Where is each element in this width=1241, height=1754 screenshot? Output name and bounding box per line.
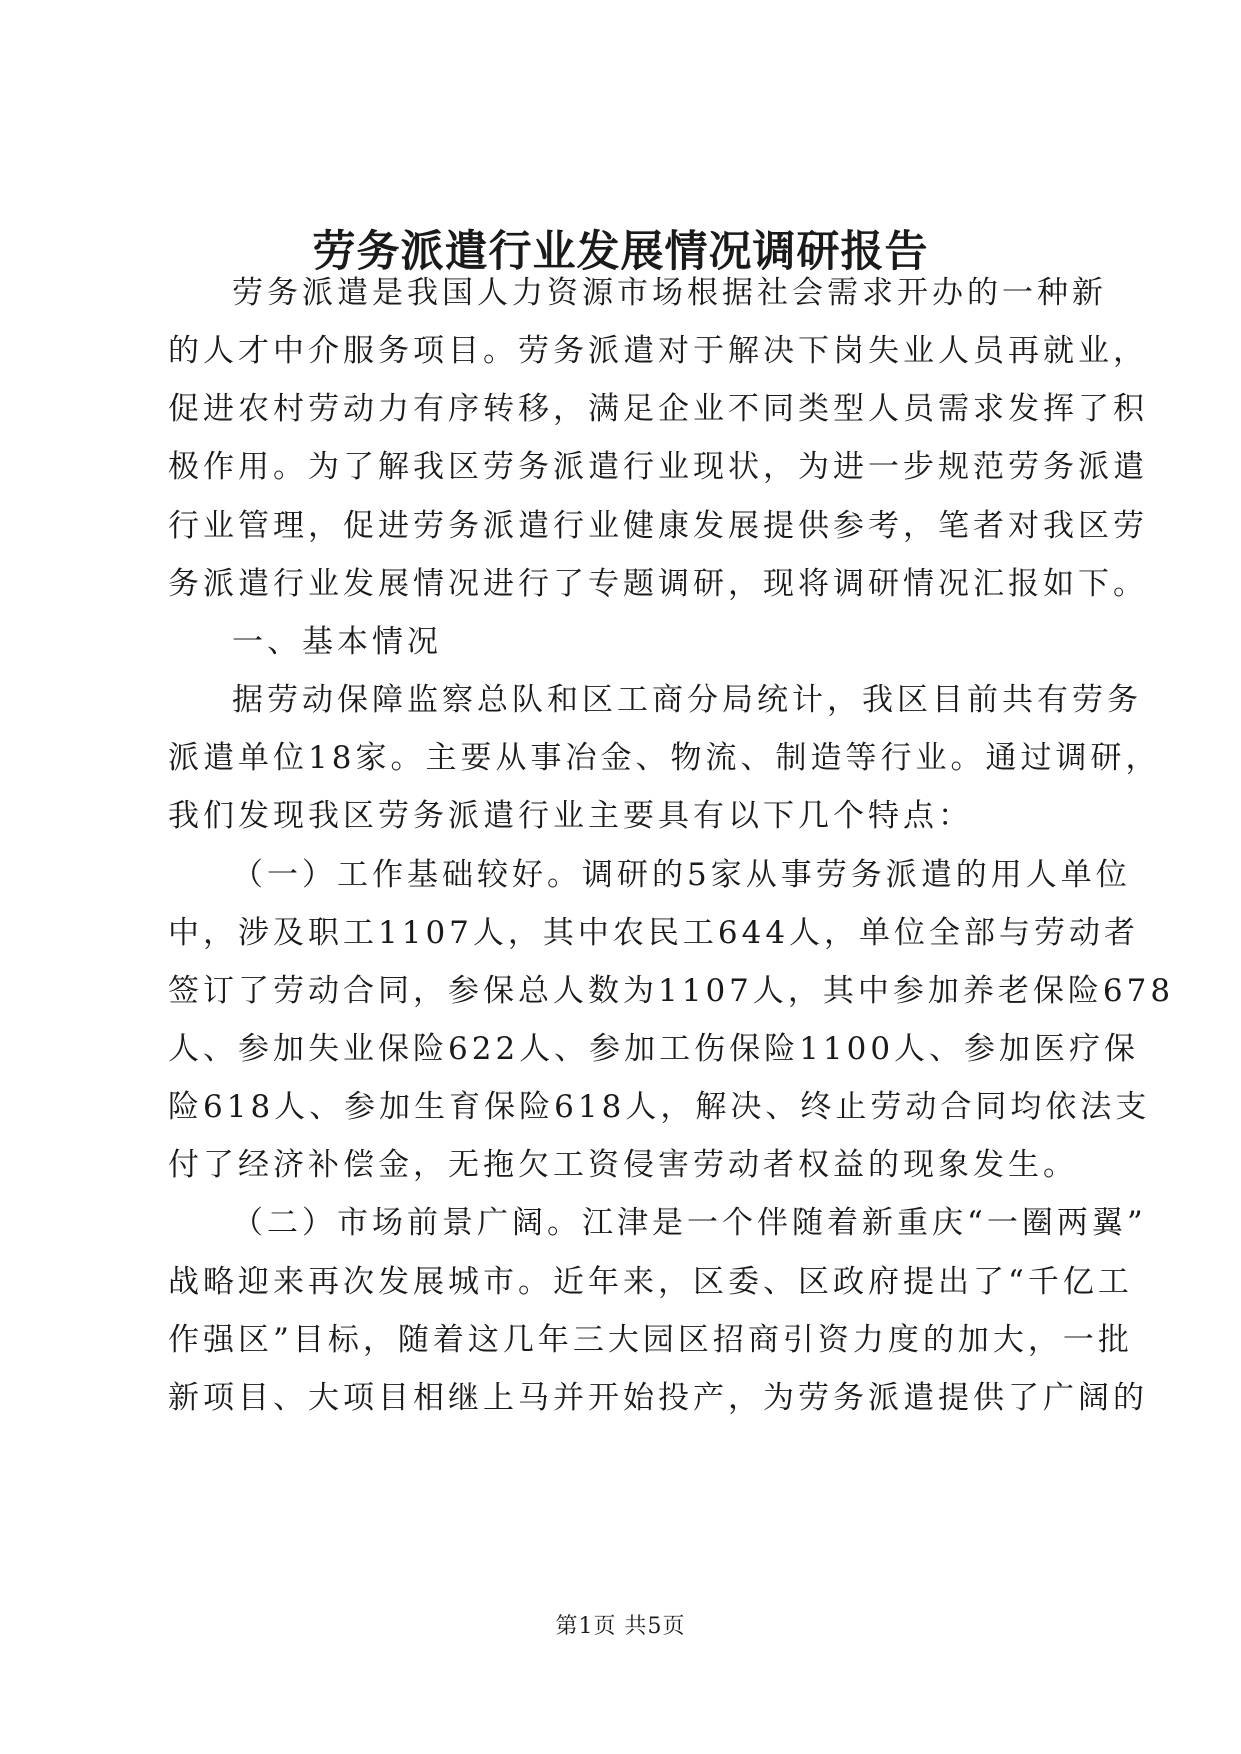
body-line: 中，涉及职工1107人，其中农民工644人，单位全部与劳动者 [168,915,1140,951]
section-heading: 一、基本情况 [232,624,442,660]
body-line: 作强区”目标，随着这几年三大园区招商引资力度的加大，一批 [168,1322,1133,1358]
body-line: 战略迎来再次发展城市。近年来，区委、区政府提出了“千亿工 [168,1264,1133,1300]
document-title: 劳务派遣行业发展情况调研报告 [312,227,929,277]
subsection-line: （一）工作基础较好。调研的5家从事劳务派遣的用人单位 [232,857,1131,893]
body-line: 促进农村劳动力有序转移，满足企业不同类型人员需求发挥了积 [168,391,1148,427]
body-line: 险618人、参加生育保险618人，解决、终止劳动合同均依法支 [168,1089,1151,1125]
body-line: 极作用。为了解我区劳务派遣行业现状，为进一步规范劳务派遣 [168,449,1148,485]
body-line: 的人才中介服务项目。劳务派遣对于解决下岗失业人员再就业， [168,333,1148,369]
body-line: 人、参加失业保险622人、参加工伤保险1100人、参加医疗保 [168,1031,1140,1067]
body-line: 签订了劳动合同，参保总人数为1107人，其中参加养老保险678 [168,973,1175,1009]
subsection-line: （二）市场前景广阔。江津是一个伴随着新重庆“一圈两翼” [232,1205,1147,1241]
body-line: 新项目、大项目相继上马并开始投产，为劳务派遣提供了广阔的 [168,1380,1148,1416]
body-line: 行业管理，促进劳务派遣行业健康发展提供参考，笔者对我区劳 [168,508,1148,544]
body-line: 务派遣行业发展情况进行了专题调研，现将调研情况汇报如下。 [168,566,1148,602]
page-number-footer: 第1页 共5页 [555,1614,686,1639]
body-line: 派遣单位18家。主要从事冶金、物流、制造等行业。通过调研， [168,740,1161,776]
body-line: 劳务派遣是我国人力资源市场根据社会需求开办的一种新 [232,275,1107,311]
body-line: 据劳动保障监察总队和区工商分局统计，我区目前共有劳务 [232,682,1142,718]
body-line: 付了经济补偿金，无拖欠工资侵害劳动者权益的现象发生。 [168,1147,1078,1183]
body-line: 我们发现我区劳务派遣行业主要具有以下几个特点： [168,798,973,834]
